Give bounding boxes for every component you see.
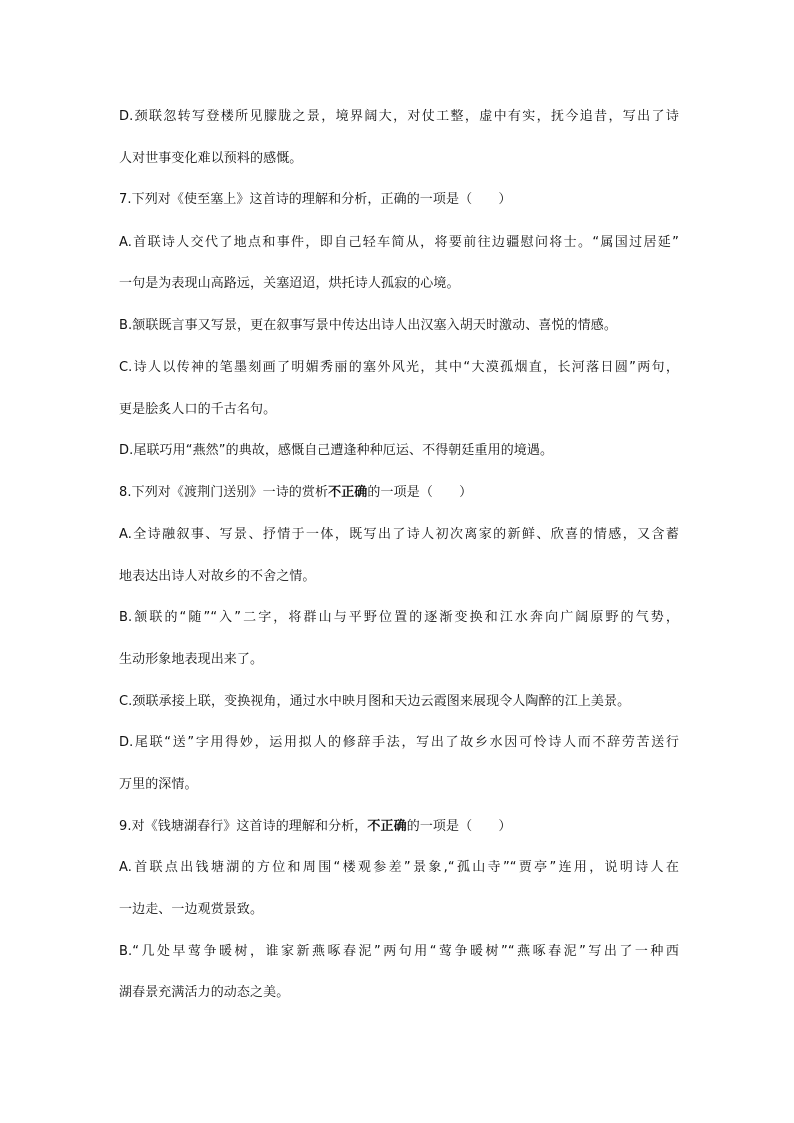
q7-option-c-line1: C.诗人以传神的笔墨刻画了明媚秀丽的塞外风光，其中“大漠孤烟直，长河落日圆”两句， <box>119 360 679 375</box>
q8-option-b-line1: B.颔联的“随”“入”二字，将群山与平野位置的逐渐变换和江水奔向广阔原野的气势， <box>119 610 679 625</box>
q9-stem-text: 9.对《钱塘湖春行》这首诗的理解和分析， <box>119 819 368 834</box>
q9-option-a-line2: 一边走、一边观赏景致。 <box>119 902 264 917</box>
q7-option-a-line1: A.首联诗人交代了地点和事件，即自己轻车简从，将要前往边疆慰问将士。“属国过居延” <box>119 235 679 250</box>
q9-stem-end: 的一项是（ ） <box>406 819 512 834</box>
q8-option-b-line2: 生动形象地表现出来了。 <box>119 652 264 667</box>
q7-option-a-line2: 一句是为表现山高路远，关塞迢迢，烘托诗人孤寂的心境。 <box>119 276 460 291</box>
q8-option-a-line2: 地表达出诗人对故乡的不舍之情。 <box>119 569 316 584</box>
q6-option-d-line2: 人对世事变化难以预料的感慨。 <box>119 151 303 166</box>
q8-stem-text: 8.下列对《渡荆门送别》一诗的赏析 <box>119 485 329 500</box>
q8-stem-end: 的一项是（ ） <box>367 485 473 500</box>
q7-option-d: D.尾联巧用“燕然”的典故，感慨自己遭逢种种厄运、不得朝廷重用的境遇。 <box>119 443 554 458</box>
q7-option-c-line2: 更是脍炙人口的千古名句。 <box>119 402 277 417</box>
q9-stem-emphasis: 不正确 <box>367 819 407 834</box>
q9-option-b-line2: 湖春景充满活力的动态之美。 <box>119 985 290 1000</box>
q6-option-d-line1: D.颈联忽转写登楼所见朦胧之景，境界阔大，对仗工整，虚中有实，抚今追昔，写出了诗 <box>119 109 679 124</box>
q8-option-a-line1: A.全诗融叙事、写景、抒情于一体，既写出了诗人初次离家的新鲜、欣喜的情感，又含蓄 <box>119 527 679 542</box>
q8-option-d-line1: D.尾联“送”字用得妙，运用拟人的修辞手法，写出了故乡水因可怜诗人而不辞劳苦送行 <box>119 735 679 750</box>
q8-option-c: C.颈联承接上联，变换视角，通过水中映月图和天边云霞图来展现令人陶醉的江上美景。 <box>119 694 631 709</box>
q8-option-d-line2: 万里的深情。 <box>119 777 198 792</box>
q9-stem <box>119 817 679 837</box>
q7-stem: 7.下列对《使至塞上》这首诗的理解和分析，正确的一项是（ ） <box>119 192 512 207</box>
q9-option-a-line1: A.首联点出钱塘湖的方位和周围“楼观参差”景象,“孤山寺”“贾亭”连用，说明诗人在 <box>119 860 679 875</box>
q7-option-b: B.颔联既言事又写景，更在叙事写景中传达出诗人出汉塞入胡天时激动、喜悦的情感。 <box>119 318 617 333</box>
q8-stem-emphasis: 不正确 <box>328 485 368 500</box>
q8-stem <box>119 483 679 503</box>
q9-option-b-line1: B.“几处早莺争暖树，谁家新燕啄春泥”两句用“莺争暖树”“燕啄春泥”写出了一种西 <box>119 944 679 959</box>
